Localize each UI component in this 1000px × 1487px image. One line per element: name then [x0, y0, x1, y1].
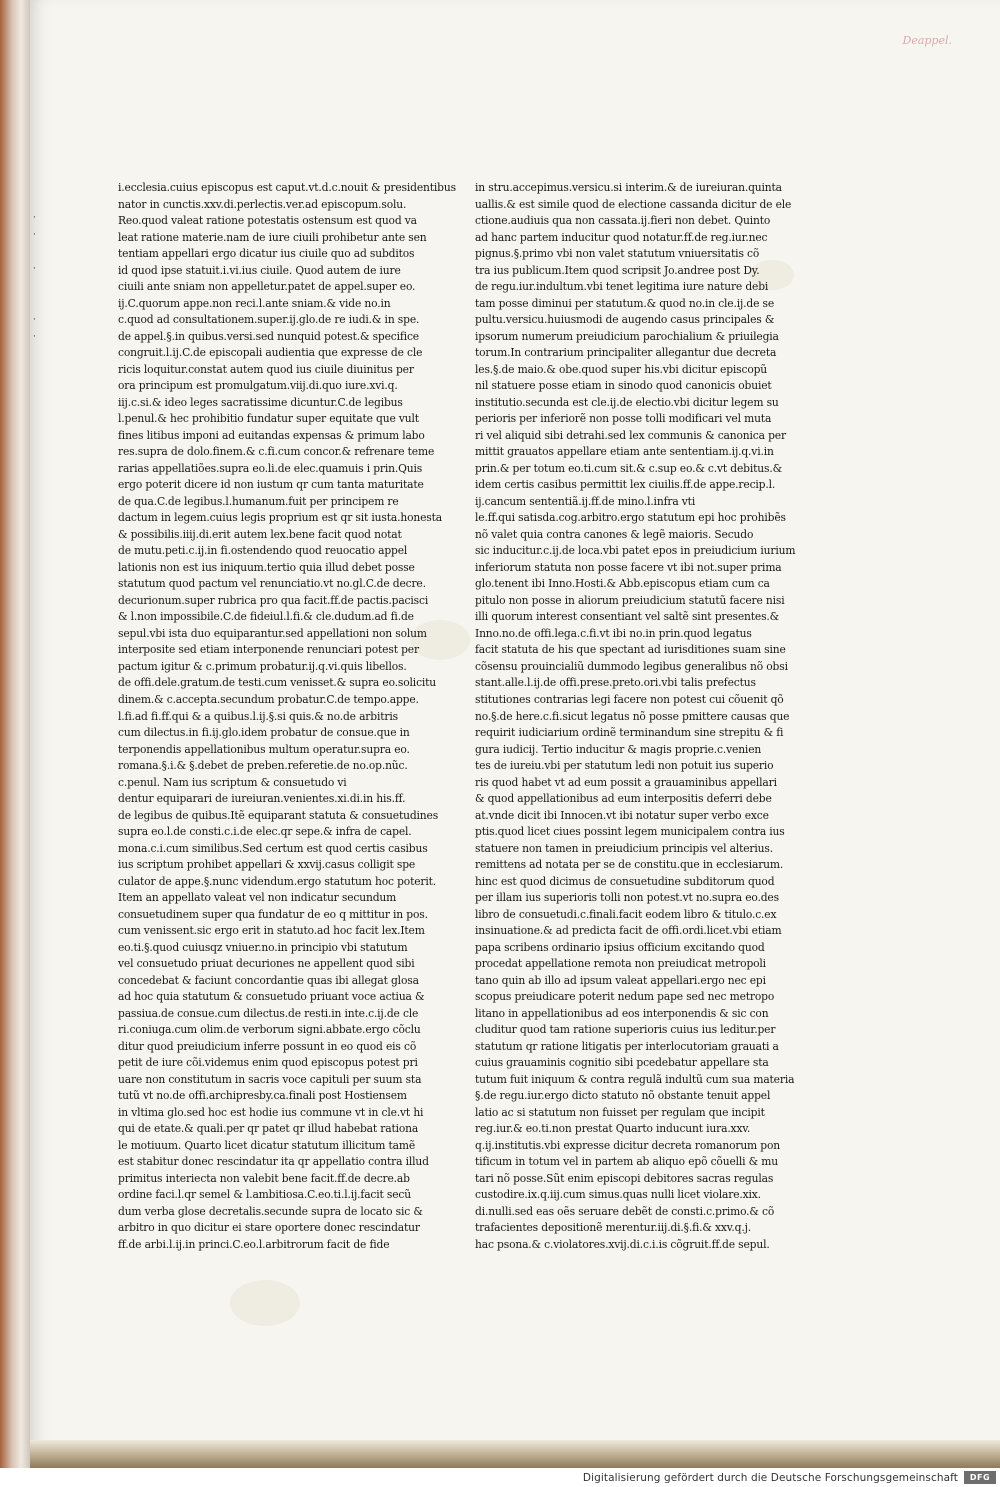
text-line: idem certis casibus permittit lex ciuilis.ff.de appe.recip.l.	[475, 478, 776, 492]
text-line: stant.alle.l.ij.de offi.prese.preto.ori.vbi talis prefectus	[475, 676, 756, 690]
text-line: tutũ vt no.de offi.archipresby.ca.finali post Hostiensem	[118, 1089, 407, 1103]
text-line: ditur quod preiudicium inferre possunt in eo quod eis cõ	[118, 1039, 417, 1053]
text-line: ordine faci.l.qr semel & l.ambitiosa.C.eo.ti.l.ij.facit secũ	[118, 1188, 411, 1202]
text-line: Inno.no.de offi.lega.c.fi.vt ibi no.in prin.quod legatus	[475, 626, 752, 640]
text-line: terponendis appellationibus multum operatur.supra eo.	[118, 742, 410, 756]
text-line: le motiuum. Quarto licet dicatur statutum illicitum tamẽ	[118, 1138, 416, 1152]
text-line: cuius grauaminis cognitio sibi pcedebatur appellare sta	[475, 1056, 769, 1070]
text-line: cluditur quod tam ratione superioris cuius ius leditur.per	[475, 1023, 776, 1037]
text-line: lationis non est ius iniquum.tertio quia illud debet posse	[118, 560, 415, 574]
corner-annotation: Deappel.	[902, 34, 952, 47]
text-line: concedebat & faciunt concordantie quas ibi allegat glosa	[118, 973, 419, 987]
text-line: de offi.dele.gratum.de testi.cum venisset.& supra eo.solicitu	[118, 676, 437, 690]
text-line: prin.& per totum eo.ti.cum sit.& c.sup eo.& c.vt debitus.&	[475, 461, 782, 475]
text-line: ctione.audiuis qua non cassata.ij.fieri non debet. Quinto	[475, 214, 771, 228]
text-line: res.supra de dolo.finem.& c.fi.cum concor.& refrenare teme	[118, 445, 435, 459]
text-line: §.de regu.iur.ergo dicto statuto nõ obstante tenuit appel	[475, 1089, 771, 1103]
text-line: inferiorum statuta non posse facere vt ibi not.super prima	[475, 560, 782, 574]
text-line: Reo.quod valeat ratione potestatis ostensum est quod va	[118, 214, 417, 228]
text-line: papa scribens ordinario ipsius officium excitando quod	[475, 940, 765, 954]
text-line: illi quorum interest consentiant vel saltẽ sint presentes.&	[475, 610, 780, 624]
text-line: dentur equiparari de iureiuran.venientes.xi.di.in his.ff.	[118, 792, 406, 806]
text-line: de legibus de quibus.Itẽ equiparant statuta & consuetudines	[118, 808, 439, 822]
text-line: fines litibus imponi ad euitandas expensas & primum labo	[118, 428, 425, 442]
text-line: requirit iudiciarium ordinẽ terminandum sine strepitu & fi	[475, 726, 784, 740]
text-line: nõ valet quia contra canones & legẽ maioris. Secudo	[475, 527, 754, 541]
text-line: sepul.vbi ista duo equiparantur.sed appellationi non solum	[118, 626, 427, 640]
text-line: ricis loquitur.constat autem quod ius ciuile diuinitus per	[118, 362, 414, 376]
page-bottom-edge	[30, 1440, 1000, 1468]
text-line: reg.iur.& eo.ti.non prestat Quarto inducunt iura.xxv.	[475, 1122, 751, 1136]
text-line: trafacientes depositionẽ merentur.iij.di.§.fi.& xxv.q.j.	[475, 1221, 751, 1235]
text-line: i.ecclesia.cuius episcopus est caput.vt.d.c.nouit & presidentibus	[118, 181, 456, 194]
text-line: est stabitur donec rescindatur ita qr appellatio contra illud	[118, 1155, 429, 1169]
text-line: tari nõ posse.Sũt enim episcopi debitores sacras regulas	[475, 1171, 774, 1185]
text-line: leat ratione materie.nam de iure ciuili prohibetur ante sen	[118, 230, 427, 244]
text-line: vel consuetudo priuat decuriones ne appellent quod sibi	[118, 957, 415, 971]
text-line: uallis.& est simile quod de electione cassanda dicitur de ele	[475, 197, 792, 211]
text-line: id quod ipse statuit.i.vi.ius ciuile. Quod autem de iure	[118, 263, 401, 277]
text-line: ij.cancum sententiã.ij.ff.de mino.l.infra vti	[475, 494, 696, 508]
text-line: tentiam appellari ergo dicatur ius ciuile quo ad subditos	[118, 247, 415, 261]
text-line: litano in appellationibus ad eos interponendis & sic con	[475, 1006, 769, 1020]
text-line: custodire.ix.q.iij.cum simus.quas nulli licet violare.xix.	[475, 1188, 761, 1202]
text-line: sic inducitur.c.ij.de loca.vbi patet epos in preiudicium iurium	[475, 544, 796, 558]
text-line: consuetudinem super qua fundatur de eo q mittitur in pos.	[118, 907, 428, 921]
text-line: perioris per inferiorẽ non posse tolli modificari vel muta	[475, 412, 772, 426]
text-line: arbitro in quo dicitur ei stare oportere donec rescindatur	[118, 1221, 420, 1235]
text-line: ergo poterit dicere id non iustum qr cum tanta maturitate	[118, 478, 424, 492]
text-line: les.§.de maio.& obe.quod super his.vbi dicitur episcopũ	[475, 362, 768, 376]
text-line: mona.c.i.cum similibus.Sed certum est quod certis casibus	[118, 841, 428, 855]
text-line: ad hanc partem inducitur quod notatur.ff.de reg.iur.nec	[475, 230, 768, 244]
text-line: primitus interiecta non valebit bene facit.ff.de decre.ab	[118, 1171, 410, 1185]
text-line: torum.In contrarium principaliter allegantur due decreta	[475, 346, 777, 360]
text-line: de appel.§.in quibus.versi.sed nunquid potest.& specifice	[118, 329, 419, 343]
text-line: ad hoc quia statutum & consuetudo priuant voce actiua &	[118, 990, 425, 1004]
text-line: pultu.versicu.huiusmodi de augendo casus principales &	[475, 313, 775, 327]
text-line: cõsensu prouincialiũ dummodo legibus generalibus nõ obsi	[475, 659, 788, 673]
text-line: hac psona.& c.violatores.xvij.di.c.i.is cõgruit.ff.de sepul.	[475, 1238, 770, 1251]
text-line: tes de iureiu.vbi per statutum ledi non potuit ius superio	[475, 759, 774, 773]
text-line: libro de consuetudi.c.finali.facit eodem libro & titulo.c.ex	[475, 907, 777, 921]
text-line: in stru.accepimus.versicu.si interim.& de iureiuran.quinta	[475, 181, 782, 194]
text-line: iij.c.si.& ideo leges sacratissime dicuntur.C.de legibus	[118, 395, 403, 409]
text-line: & l.non impossibile.C.de fideiul.l.fi.& cle.dudum.ad fi.de	[118, 610, 414, 624]
text-line: rarias appellatiões.supra eo.li.de elec.quamuis i prin.Quis	[118, 461, 423, 475]
text-line: congruit.l.ij.C.de episcopali audientia que expresse de cle	[118, 346, 423, 360]
text-line: ff.de arbi.l.ij.in princi.C.eo.l.arbitrorum facit de fide	[118, 1238, 390, 1251]
text-line: institutio.secunda est cle.ij.de electio.vbi dicitur legem su	[475, 395, 779, 409]
dfg-logo: DFG	[964, 1471, 996, 1484]
text-line: cum venissent.sic ergo erit in statuto.ad hoc facit lex.Item	[118, 924, 425, 938]
text-line: facit statuta de his que spectant ad iurisditiones suam sine	[475, 643, 786, 657]
text-line: ciuili ante sniam non appelletur.patet de appel.super eo.	[118, 280, 416, 294]
text-line: gura iudicij. Tertio inducitur & magis proprie.c.venien	[475, 742, 762, 756]
text-line: ri.coniuga.cum olim.de verborum signi.abbate.ergo cõclu	[118, 1023, 421, 1037]
text-line: dum verba glose decretalis.secunde supra de locato sic &	[118, 1204, 423, 1218]
text-line: le.ff.qui satisda.cog.arbitro.ergo statutum epi hoc prohibẽs	[475, 511, 786, 525]
text-line: nil statuere posse etiam in sinodo quod canonicis obuiet	[475, 379, 772, 393]
text-line: de regu.iur.indultum.vbi tenet legitima iure nature debi	[475, 280, 769, 294]
text-line: pactum igitur & c.primum probatur.ij.q.vi.quis libellos.	[118, 659, 407, 673]
text-line: decurionum.super rubrica pro qua facit.ff.de pactis.pacisci	[118, 593, 429, 607]
text-line: pitulo non posse in aliorum preiudicium statutũ facere nisi	[475, 593, 785, 607]
text-column-right	[475, 180, 796, 1254]
text-line: di.nulli.sed eas oẽs seruare debẽt de consti.c.primo.& cõ	[475, 1204, 775, 1218]
text-line: dactum in legem.cuius legis proprium est qr sit iusta.honesta	[118, 511, 442, 525]
text-line: de mutu.peti.c.ij.in fi.ostendendo quod reuocatio appel	[118, 544, 408, 558]
text-line: qui de etate.& quali.per qr patet qr illud habebat rationa	[118, 1122, 419, 1136]
text-line: ij.C.quorum appe.non reci.l.ante sniam.& vide no.in	[118, 296, 391, 310]
text-line: & possibilis.iiij.di.erit autem lex.bene facit quod notat	[118, 527, 402, 541]
text-line: q.ij.institutis.vbi expresse dicitur decreta romanorum pon	[475, 1138, 781, 1152]
text-line: ptis.quod licet ciues possint legem municipalem contra ius	[475, 825, 785, 839]
text-line: tra ius publicum.Item quod scripsit Jo.andree post Dy.	[475, 263, 760, 277]
text-line: ora principum est promulgatum.viij.di.quo iure.xvi.q.	[118, 379, 398, 393]
text-line: statutum quod pactum vel renunciatio.vt no.gl.C.de decre.	[118, 577, 426, 591]
book-cover-edge	[0, 0, 30, 1468]
text-line: tificum in totum vel in partem ab aliquo epõ cõuelli & mu	[475, 1155, 779, 1169]
text-line: per illam ius superioris tolli non potest.vt no.supra eo.des	[475, 891, 779, 905]
text-line: supra eo.l.de consti.c.i.de elec.qr sepe.& infra de capel.	[118, 825, 412, 839]
text-line: procedat appellatione remota non preiudicat metropoli	[475, 957, 766, 971]
text-line: l.fi.ad fi.ff.qui & a quibus.l.ij.§.si quis.& no.de arbitris	[118, 709, 398, 723]
text-line: interposite sed etiam interponende renunciari potest per	[118, 643, 419, 657]
text-line: c.quod ad consultationem.super.ij.glo.de re iudi.& in spe.	[118, 313, 420, 327]
text-column-left	[118, 180, 456, 1254]
text-line: & quod appellationibus ad eum interpositis deferri debe	[475, 792, 772, 806]
text-line: at.vnde dicit ibi Innocen.vt ibi notatur super verbo exce	[475, 808, 769, 822]
text-line: tutum fuit iniquum & contra regulã indultũ cum sua materia	[475, 1072, 795, 1086]
text-line: culator de appe.§.nunc videndum.ergo statutum hoc poterit.	[118, 874, 437, 888]
text-line: glo.tenent ibi Inno.Hosti.& Abb.episcopus etiam cum ca	[475, 577, 770, 591]
text-line: petit de iure cõi.videmus enim quod episcopus potest pri	[118, 1056, 418, 1070]
text-line: pignus.§.primo vbi non valet statutum vniuersitatis cõ	[475, 247, 760, 261]
text-line: cum dilectus.in fi.ij.glo.idem probatur de consue.que in	[118, 726, 410, 740]
text-line: c.penul. Nam ius scriptum & consuetudo vi	[118, 775, 347, 789]
text-line: statutum qr ratione litigatis per interlocutoriam grauati a	[475, 1039, 779, 1053]
text-line: Item an appellato valeat vel non indicatur secundum	[118, 891, 397, 905]
text-line: dinem.& c.accepta.secundum probatur.C.de tempo.appe.	[118, 692, 419, 706]
text-line: hinc est quod dicimus de consuetudine subditorum quod	[475, 874, 775, 888]
text-line: tam posse diminui per statutum.& quod no.in cle.ij.de se	[475, 296, 775, 310]
left-margin-marks: · · · · ·	[33, 213, 36, 342]
text-line: mittit grauatos appellare etiam ante sententiam.ij.q.vi.in	[475, 445, 774, 459]
text-line: l.penul.& hec prohibitio fundatur super equitate que vult	[118, 412, 419, 426]
text-line: eo.ti.§.quod cuiusqz vniuer.no.in principio vbi statutum	[118, 940, 408, 954]
text-line: romana.§.i.& §.debet de preben.referetie.de no.op.nũc.	[118, 759, 408, 773]
text-line: remittens ad notata per se de constitu.que in ecclesiarum.	[475, 858, 784, 872]
text-line: ris quod habet vt ad eum possit a grauaminibus appellari	[475, 775, 777, 789]
text-line: scopus preiudicare poterit nedum pape sed nec metropo	[475, 990, 775, 1004]
text-line: ius scriptum prohibet appellari & xxvij.casus colligit spe	[118, 858, 416, 872]
text-line: nator in cunctis.xxv.di.perlectis.ver.ad episcopum.solu.	[118, 197, 407, 211]
text-line: uare non constitutum in sacris voce capituli per suum sta	[118, 1072, 422, 1086]
text-line: ri vel aliquid sibi detrahi.sed lex communis & canonica per	[475, 428, 786, 442]
text-line: tano quin ab illo ad ipsum valeat appellari.ergo nec epi	[475, 973, 766, 987]
text-line: insinuatione.& ad predicta facit de offi.ordi.licet.vbi etiam	[475, 924, 782, 938]
text-line: no.§.de here.c.fi.sicut legatus nõ posse pmittere causas que	[475, 709, 790, 723]
text-line: statuere non tamen in preiudicium principis vel alterius.	[475, 841, 773, 855]
text-line: de qua.C.de legibus.l.humanum.fuit per principem re	[118, 494, 399, 508]
digitization-footer	[0, 1468, 1000, 1487]
text-line: ipsorum numerum preiudicium parochialium & priuilegia	[475, 329, 779, 343]
text-line: latio ac si statutum non fuisset per regulam que incipit	[475, 1105, 765, 1119]
text-line: stitutiones contrarias legi facere non potest cui cõuenit qõ	[475, 692, 784, 706]
text-line: in vltima glo.sed hoc est hodie ius commune vt in cle.vt hi	[118, 1105, 424, 1119]
text-line: passiua.de consue.cum dilectus.de resti.in inte.c.ij.de cle	[118, 1006, 419, 1020]
footer-funding-text: Digitalisierung gefördert durch die Deutsche Forschungsgemeinschaft	[582, 1471, 958, 1484]
